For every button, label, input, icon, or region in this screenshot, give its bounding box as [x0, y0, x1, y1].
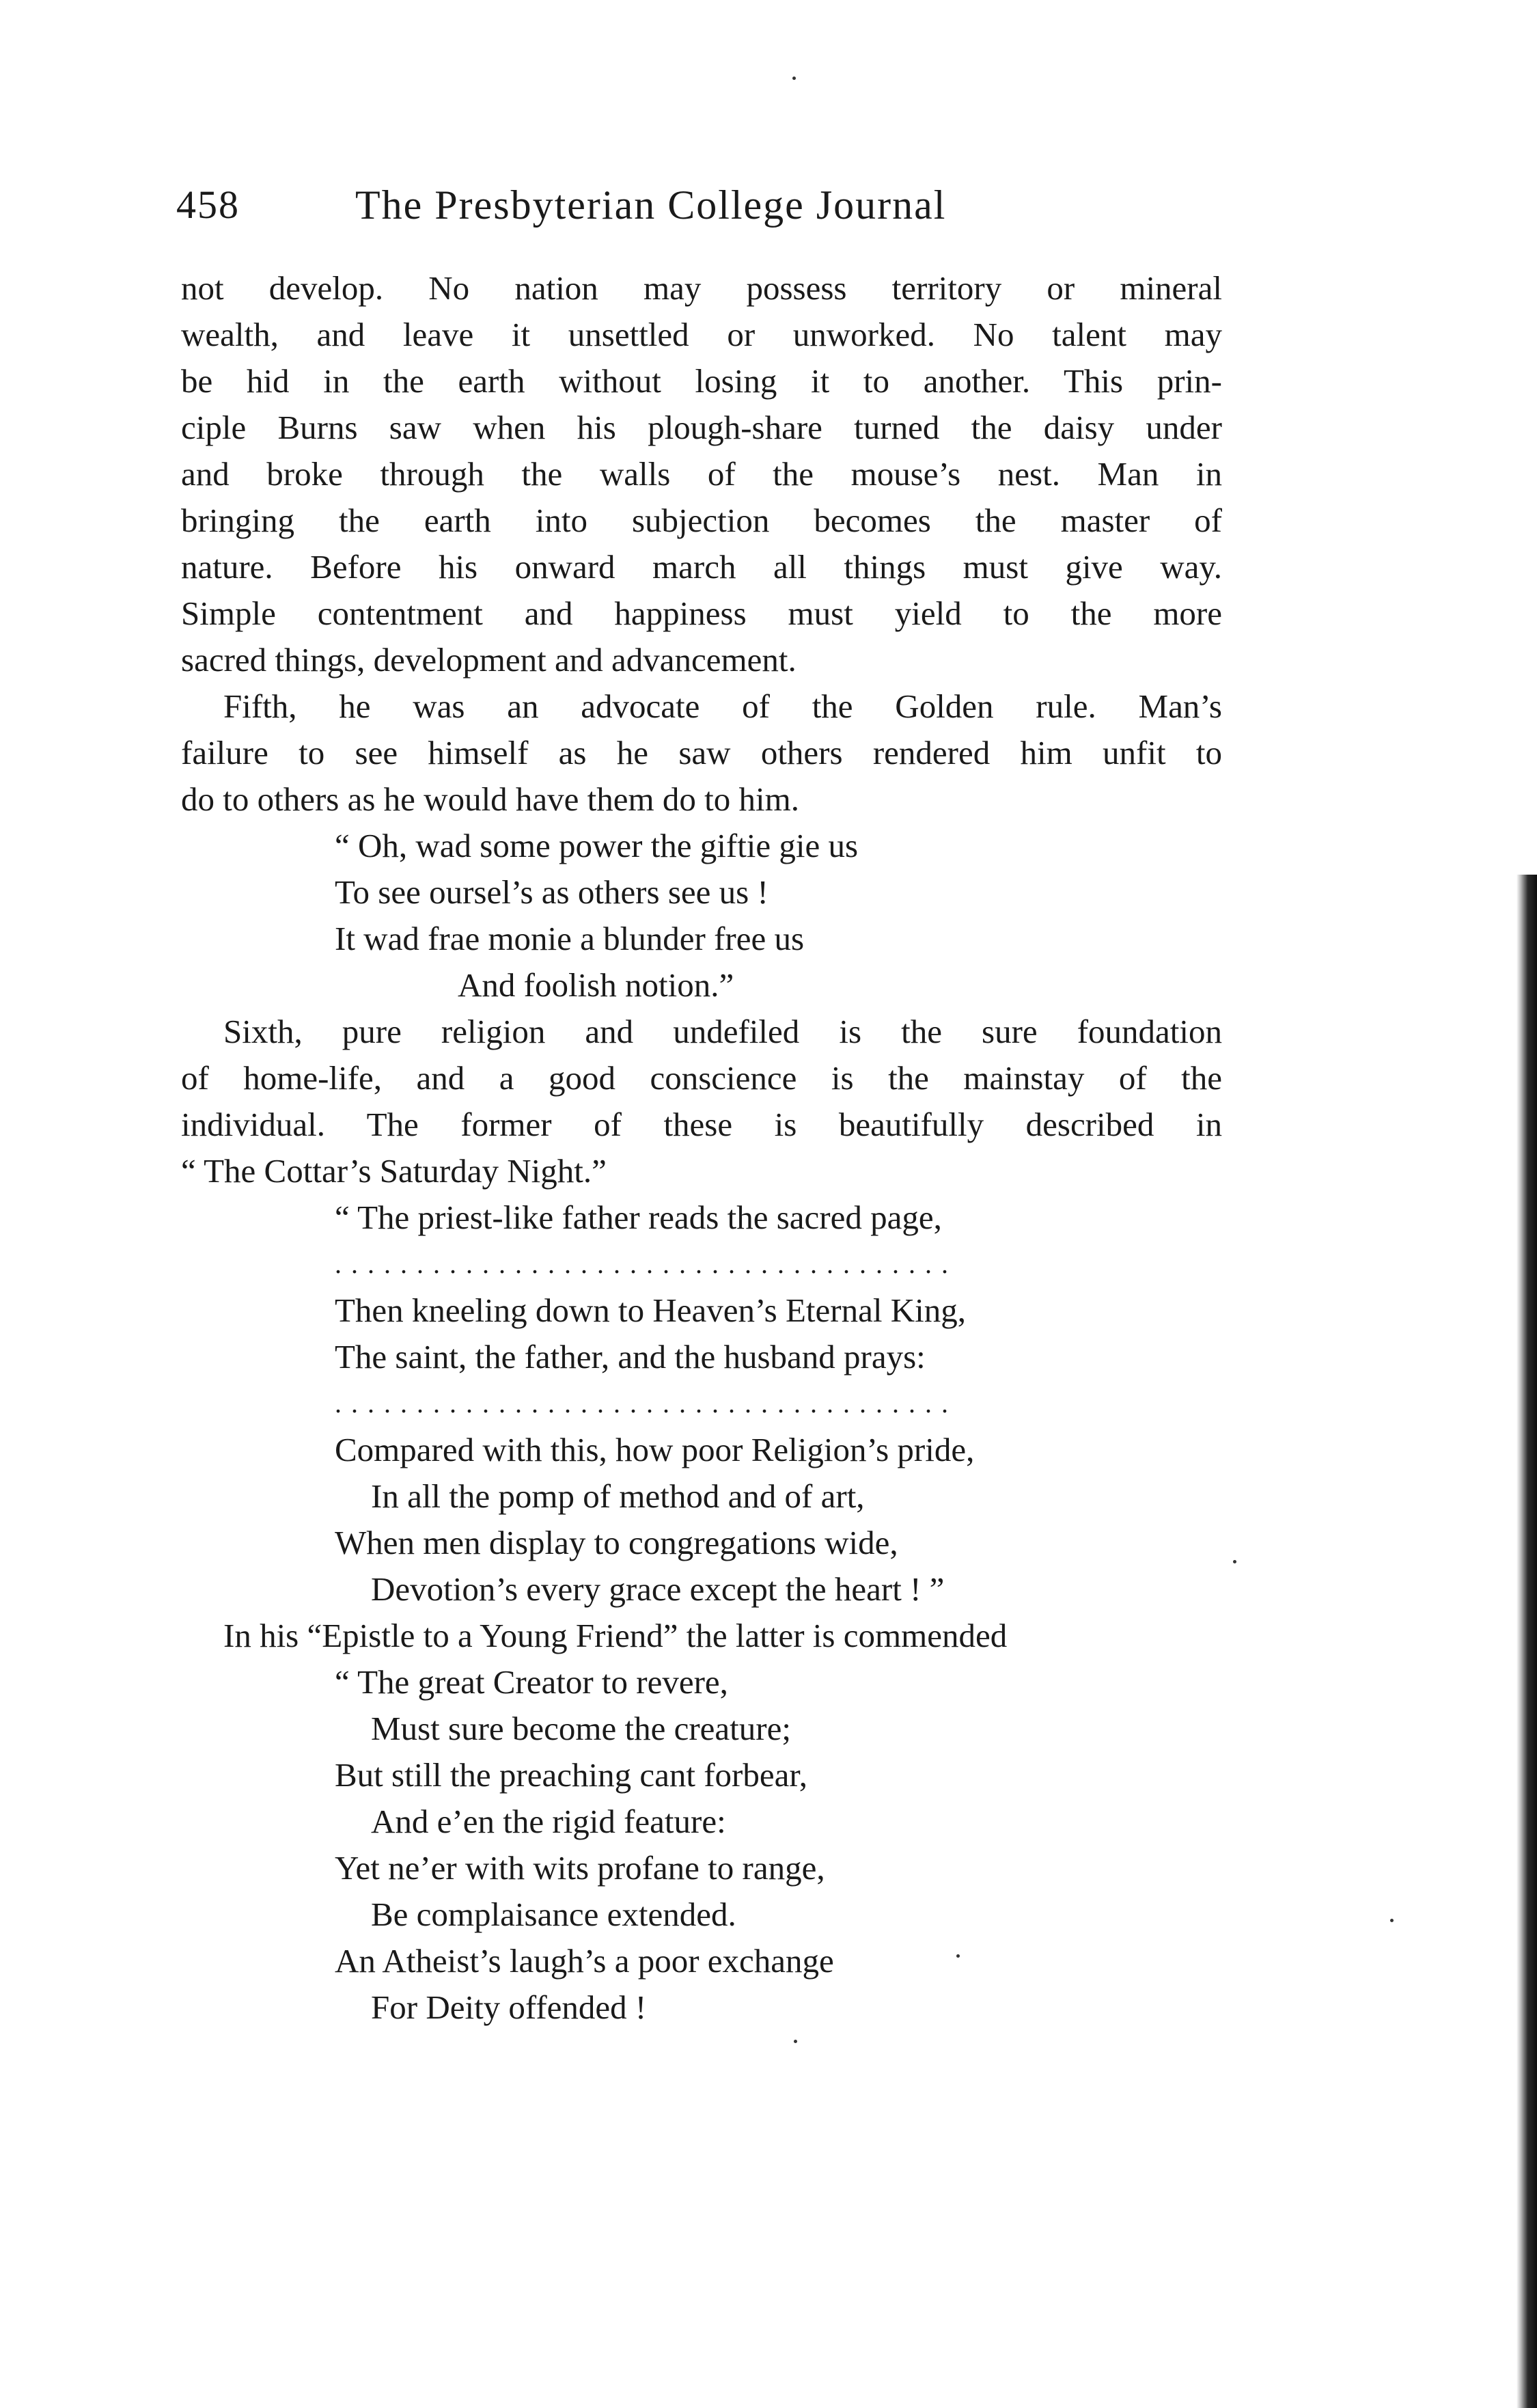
scan-speck	[1390, 1919, 1394, 1922]
text-line: “ The Cottar’s Saturday Night.”	[181, 1152, 607, 1190]
verse-line: “ The priest-like father reads the sacred page,	[335, 1199, 942, 1236]
text-line: Simple contentment and happiness must yield to the more	[181, 594, 1222, 632]
page-number: 458	[176, 182, 240, 227]
verse-line: In all the pomp of method and of art,	[371, 1477, 865, 1515]
text-line: Sixth, pure religion and undefiled is the sure foundation	[223, 1013, 1222, 1050]
scan-speck	[956, 1954, 960, 1958]
text-line: In his “Epistle to a Young Friend” the latter is commended	[223, 1617, 1008, 1654]
text-line: do to others as he would have them do to him.	[181, 780, 799, 818]
page-header	[176, 178, 1269, 239]
verse-line: When men display to congregations wide,	[335, 1524, 898, 1561]
verse-line: “ The great Creator to revere,	[335, 1663, 728, 1701]
verse-line: Then kneeling down to Heaven’s Eternal King,	[335, 1291, 966, 1329]
text-line: not develop. No nation may possess territory or mineral	[181, 269, 1222, 307]
text-line: bringing the earth into subjection becomes the master of	[181, 502, 1222, 539]
body-text	[181, 265, 1222, 2031]
verse-line: An Atheist’s laugh’s a poor exchange	[335, 1942, 834, 1980]
ellipsis-dots: ......................................	[335, 1248, 958, 1279]
verse-line: Be complaisance extended.	[371, 1896, 736, 1933]
text-line: be hid in the earth without losing it to another. This prin-	[181, 362, 1222, 400]
verse-line: To see oursel’s as others see us !	[335, 873, 768, 911]
verse-line: It wad frae monie a blunder free us	[335, 920, 805, 957]
text-line: sacred things, development and advancement.	[181, 641, 797, 679]
text-line: and broke through the walls of the mouse’s nest. Man in	[181, 455, 1222, 493]
scan-edge-shadow	[1517, 875, 1537, 2408]
scan-speck	[794, 2040, 797, 2043]
verse-line: Must sure become the creature;	[371, 1710, 791, 1747]
verse-line: For Deity offended !	[371, 1988, 647, 2026]
ellipsis-dots: ......................................	[335, 1388, 958, 1419]
verse-line: But still the preaching cant forbear,	[335, 1756, 807, 1794]
text-line: individual. The former of these is beautifully described in	[181, 1106, 1222, 1143]
text-line: failure to see himself as he saw others rendered him unfit to	[181, 734, 1222, 771]
scan-speck	[1233, 1560, 1236, 1563]
running-title: The Presbyterian College Journal	[355, 182, 947, 228]
text-line: ciple Burns saw when his plough-share turned the daisy under	[181, 409, 1222, 446]
scan-speck	[792, 77, 796, 80]
verse-line: “ Oh, wad some power the giftie gie us	[335, 827, 859, 864]
verse-line: The saint, the father, and the husband prays:	[335, 1338, 926, 1376]
verse-line: Yet ne’er with wits profane to range,	[335, 1849, 825, 1887]
verse-line: Devotion’s every grace except the heart ! ”	[371, 1570, 945, 1608]
verse-line: And e’en the rigid feature:	[371, 1803, 726, 1840]
text-line: nature. Before his onward march all things must give way.	[181, 548, 1222, 586]
text-line: Fifth, he was an advocate of the Golden rule. Man’s	[223, 687, 1222, 725]
verse-line: And foolish notion.”	[458, 966, 734, 1004]
text-line: wealth, and leave it unsettled or unworked. No talent may	[181, 316, 1222, 353]
text-line: of home-life, and a good conscience is the mainstay of the	[181, 1059, 1222, 1097]
verse-line: Compared with this, how poor Religion’s pride,	[335, 1431, 975, 1468]
